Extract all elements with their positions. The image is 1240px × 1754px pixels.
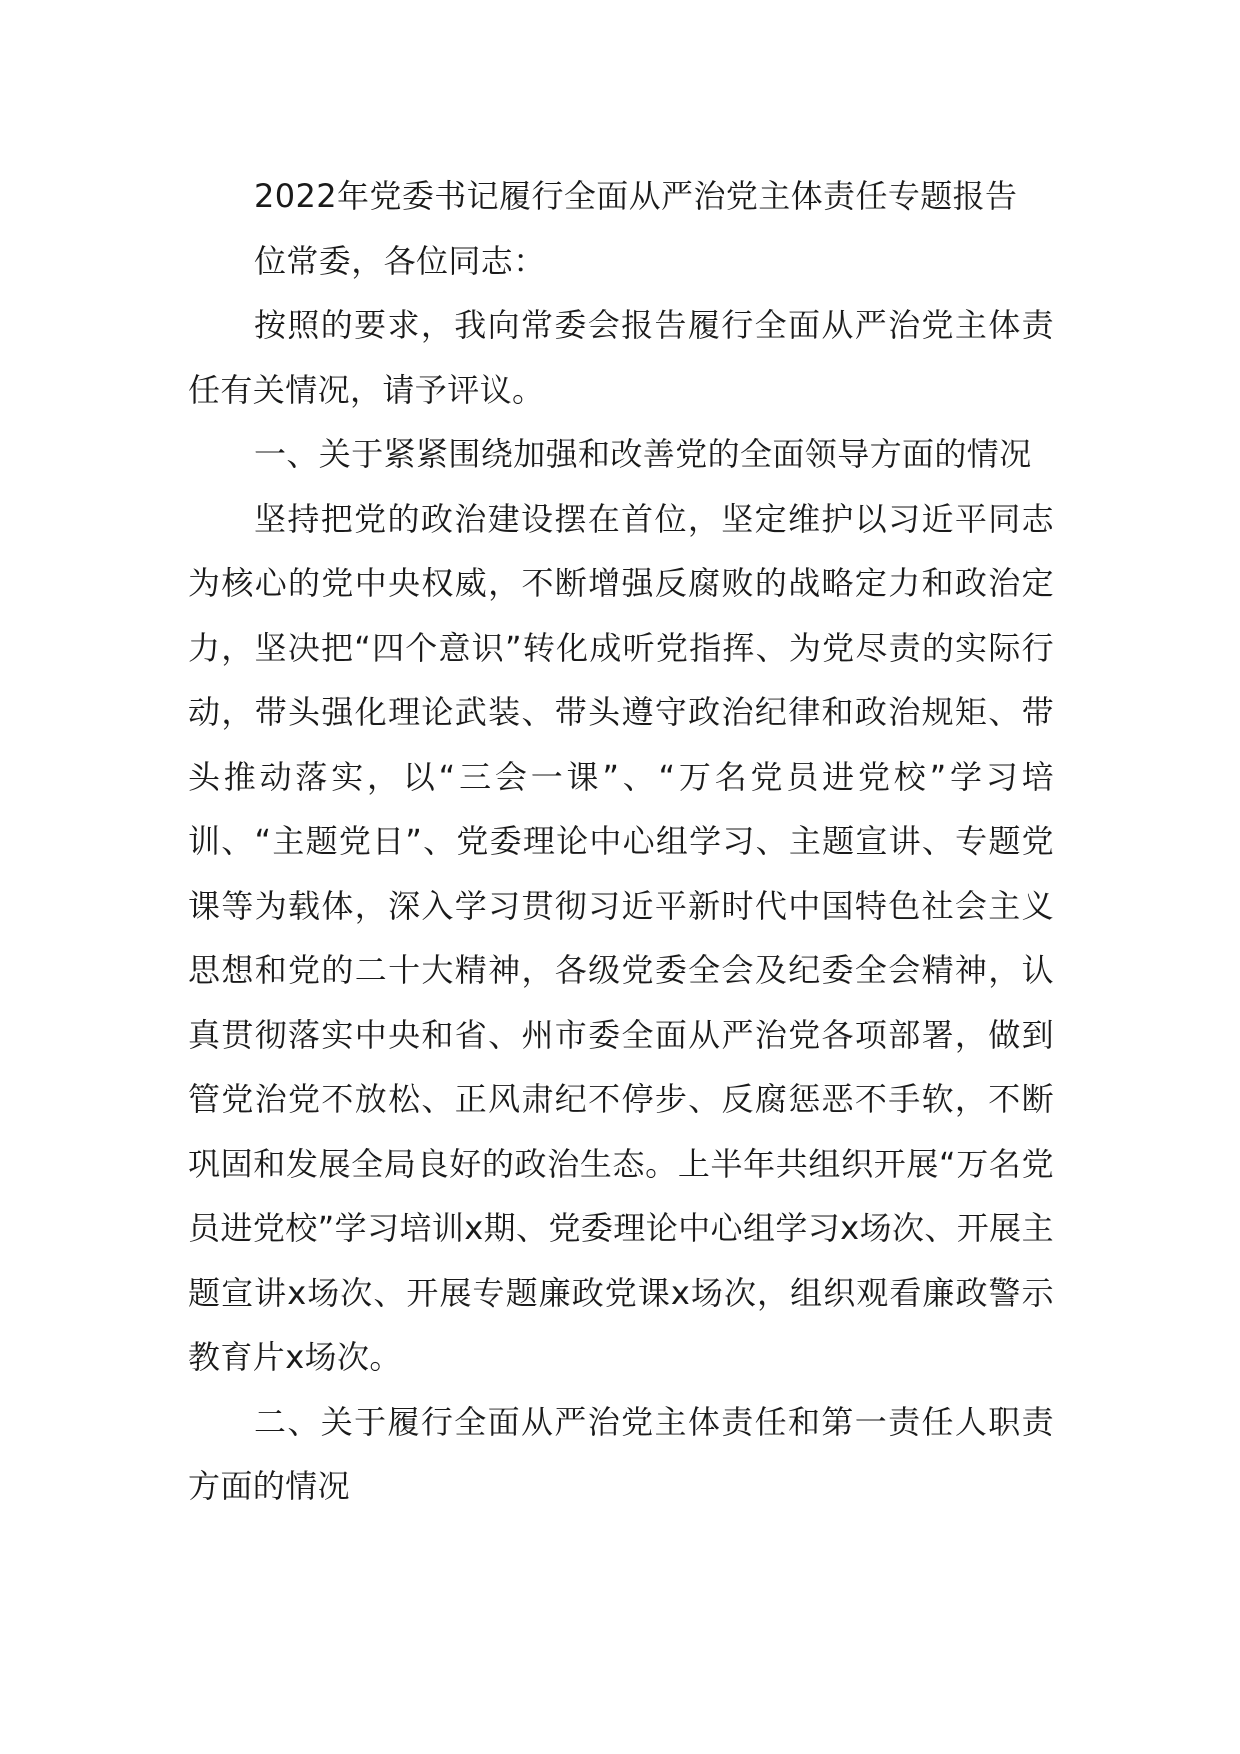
- section-2-heading: 二、关于履行全面从严治党主体责任和第一责任人职责方面的情况: [188, 1402, 1054, 1505]
- section-1-body: 坚持把党的政治建设摆在首位，坚定维护以习近平同志为核心的党中央权威，不断增强反腐败的战略定力和政治定力，坚决把“四个意识”转化成听党指挥、为党尽责的实际行动，带头强化理论武装、带头遵守政治纪律和政治规矩、带头推动落实，以“三会一课”、“万名党员进党校”学习培训、“主题党日”、党委理论中心组学习、主题宣讲、专题党课等为载体，深入学习贯彻习近平新时代中国特色社会主义思想和党的二十大精神，各级党委全会及纪委全会精神，认真贯彻落实中央和省、州市委全面从严治党各项部署，做到管党治党不放松、正风肃纪不停步、反腐惩恶不手软，不断巩固和发展全局良好的政治生态。上半年共组织开展“万名党员进党校”学习培训x期、党委理论中心组学习x场次、开展主题宣讲x场次、开展专题廉政党课x场次，组织观看廉政警示教育片x场次。: [188, 499, 1054, 1376]
- section-1-heading: 一、关于紧紧围绕加强和改善党的全面领导方面的情况: [254, 435, 1032, 473]
- document-title: 2022年党委书记履行全面从严治党主体责任专题报告: [254, 177, 1018, 215]
- document-body: [188, 164, 1054, 1519]
- salutation: 位常委，各位同志：: [254, 241, 546, 280]
- intro-paragraph: 按照的要求，我向常委会报告履行全面从严治党主体责任有关情况，请予评议。: [188, 306, 1054, 409]
